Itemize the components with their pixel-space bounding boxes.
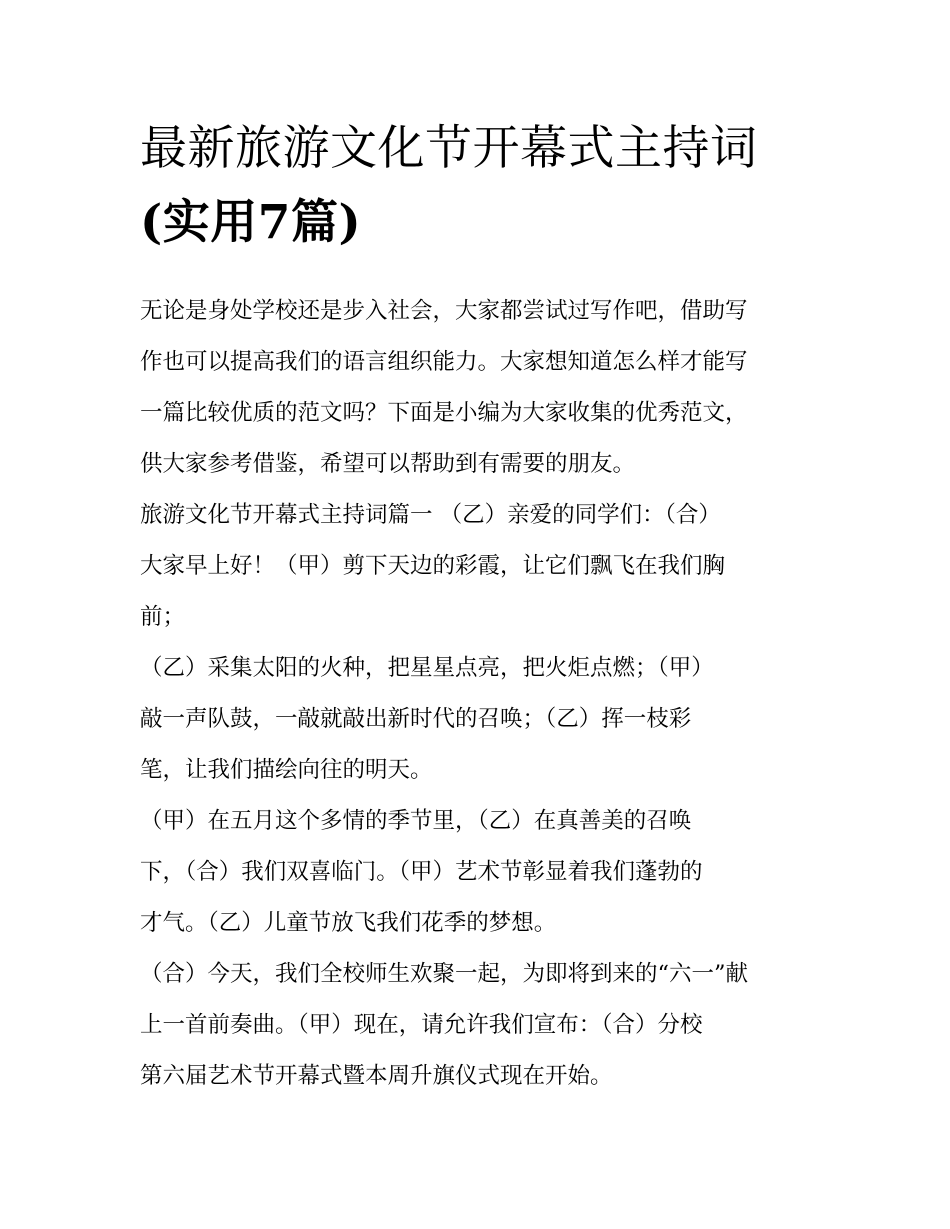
text-line: 敲一声队鼓，一敲就敲出新时代的召唤；（乙）挥一枝彩	[140, 706, 692, 732]
text-line: 笔，让我们描绘向往的明天。	[140, 757, 433, 783]
text-line: 旅游文化节开幕式主持词篇一 （乙）亲爱的同学们：（合）	[140, 502, 721, 528]
paragraph-opening	[140, 490, 815, 643]
document-body	[140, 286, 815, 1102]
document-content	[140, 112, 815, 1102]
text-line: （乙）采集太阳的火种，把星星点亮，把火炬点燃；（甲）	[140, 655, 714, 681]
text-line: 第六届艺术节开幕式暨本周升旗仪式现在开始。	[140, 1063, 613, 1089]
text-line: 大家早上好！（甲）剪下天边的彩霞，让它们飘飞在我们胸	[140, 553, 726, 579]
document-title	[140, 112, 815, 260]
text-line: （合）今天，我们全校师生欢聚一起，为即将到来的“六一”献	[140, 961, 749, 987]
paragraph-torch	[140, 643, 815, 796]
text-line: 前；	[140, 604, 186, 630]
text-line: 无论是身处学校还是步入社会，大家都尝试过写作吧，借助写	[140, 298, 748, 324]
text-line: 一篇比较优质的范文吗？下面是小编为大家收集的优秀范文，	[140, 400, 748, 426]
text-line: 下，（合）我们双喜临门。（甲）艺术节彰显着我们蓬勃的	[140, 859, 703, 885]
title-line: (实用7篇)	[140, 195, 362, 250]
paragraph-may	[140, 796, 815, 949]
text-line: 供大家参考借鉴，希望可以帮助到有需要的朋友。	[140, 451, 636, 477]
text-line: （甲）在五月这个多情的季节里，（乙）在真善美的召唤	[140, 808, 692, 834]
paragraph-announcement	[140, 949, 815, 1102]
text-line: 作也可以提高我们的语言组织能力。大家想知道怎么样才能写	[140, 349, 748, 375]
text-line: 上一首前奏曲。（甲）现在，请允许我们宣布：（合）分校	[140, 1012, 703, 1038]
title-line: 最新旅游文化节开幕式主持词	[140, 121, 758, 176]
paragraph-intro	[140, 286, 815, 490]
text-line: 才气。（乙）儿童节放飞我们花季的梦想。	[140, 910, 557, 936]
